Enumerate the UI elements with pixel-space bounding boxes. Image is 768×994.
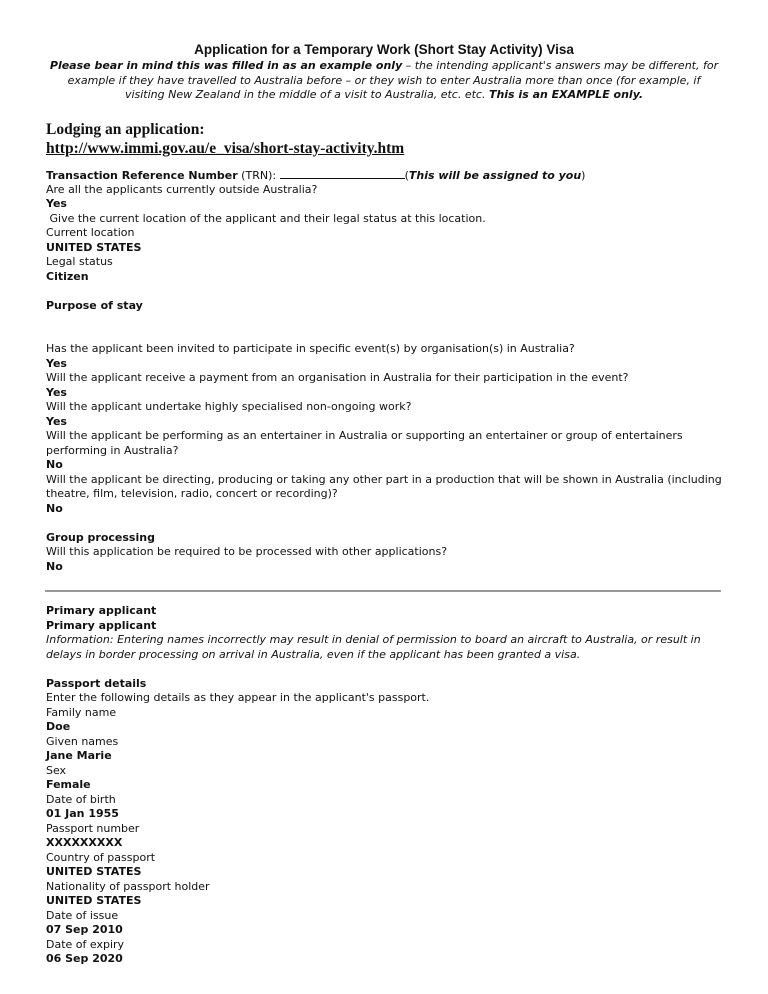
- trn-note: This will be assigned to you: [408, 169, 582, 182]
- group-heading: Group processing: [46, 530, 155, 544]
- document-title: Application for a Temporary Work (Short Stay Activity) Visa: [194, 42, 574, 57]
- trn-abbr: (TRN):: [237, 169, 280, 182]
- purpose-question-3: Will the applicant undertake highly specialised non-ongoing work?: [46, 400, 412, 413]
- dob-value: 01 Jan 1955: [46, 807, 119, 820]
- question-outside: Are all the applicants currently outside Australia?: [46, 182, 318, 196]
- given-names-value: Jane Marie: [46, 749, 112, 762]
- purpose-question-1: Has the applicant been invited to participate in specific event(s) by organisation(s) in Australia?: [46, 342, 575, 355]
- lodging-heading: Lodging an application:: [46, 121, 205, 138]
- family-name-label: Family name: [46, 705, 117, 719]
- primary-applicant-heading: Primary applicant: [46, 604, 157, 617]
- current-location-value: UNITED STATES: [46, 240, 142, 254]
- issue-date-label: Date of issue: [46, 908, 119, 922]
- purpose-answer-2: Yes: [46, 385, 67, 399]
- group-answer: No: [46, 559, 63, 573]
- intro-bold-tail: This is an EXAMPLE only.: [488, 88, 644, 101]
- nationality-value: UNITED STATES: [46, 894, 142, 907]
- purpose-answer-3: Yes: [46, 414, 67, 428]
- trn-note-close: ): [581, 169, 586, 182]
- sex-value: Female: [46, 778, 91, 791]
- family-name-value: Doe: [46, 720, 71, 733]
- given-names-label: Given names: [46, 734, 119, 748]
- answer-outside: Yes: [46, 197, 67, 210]
- form-content: [46, 168, 726, 967]
- country-value: UNITED STATES: [46, 865, 142, 878]
- lodging-section: [46, 120, 404, 158]
- passport-number-label: Passport number: [46, 821, 140, 835]
- intro-disclaimer: [48, 59, 720, 103]
- nationality-label: Nationality of passport holder: [46, 879, 210, 893]
- expiry-date-value: 06 Sep 2020: [46, 952, 123, 965]
- primary-applicant-subheading: Primary applicant: [46, 618, 157, 632]
- intro-text: – the intending applicant's answers may be different, for example if they have travelled to Australia before – or they wish to enter Australia more than once (for example, if visiting New Zealand in the middle of a visit to Australia, etc. etc.: [67, 59, 719, 101]
- trn-blank-line: [280, 168, 405, 179]
- country-label: Country of passport: [46, 850, 156, 864]
- intro-bold-lead: Please bear in mind this was filled in as an example only: [49, 59, 403, 72]
- legal-status-label: Legal status: [46, 255, 113, 268]
- section-divider: [45, 590, 721, 592]
- group-question: Will this application be required to be processed with other applications?: [46, 545, 448, 558]
- purpose-question-2: Will the applicant receive a payment from an organisation in Australia for their participation in the event?: [46, 371, 629, 384]
- purpose-heading: Purpose of stay: [46, 298, 143, 312]
- legal-status-value: Citizen: [46, 269, 89, 283]
- sex-label: Sex: [46, 763, 67, 777]
- trn-note-open: (: [404, 169, 409, 182]
- purpose-answer-5: No: [46, 501, 63, 515]
- purpose-question-4: Will the applicant be performing as an entertainer in Australia or supporting an entertainer or group of entertainers performing in Australia?: [46, 429, 683, 457]
- purpose-answer-1: Yes: [46, 356, 67, 370]
- lodging-url-link[interactable]: http://www.immi.gov.au/e_visa/short-stay-activity.htm: [46, 140, 405, 157]
- purpose-question-5: Will the applicant be directing, producing or taking any other part in a production that will be shown in Australia (including theatre, film, television, radio, concert or recording)?: [46, 472, 722, 500]
- expiry-date-label: Date of expiry: [46, 937, 125, 951]
- passport-heading: Passport details: [46, 676, 147, 690]
- passport-instruction: Enter the following details as they appear in the applicant's passport.: [46, 691, 430, 704]
- issue-date-value: 07 Sep 2010: [46, 923, 123, 936]
- dob-label: Date of birth: [46, 792, 116, 806]
- current-location-label: Current location: [46, 226, 135, 239]
- trn-row: [46, 168, 726, 183]
- question-current-location: Give the current location of the applicant and their legal status at this location.: [46, 211, 486, 225]
- trn-label: Transaction Reference Number: [46, 169, 238, 182]
- passport-number-value: XXXXXXXXX: [46, 836, 123, 849]
- primary-applicant-info: Information: Entering names incorrectly may result in denial of permission to board an aircraft to Australia, or result in delays in border processing on arrival in Australia, even if the applicant has been granted a visa.: [46, 633, 701, 661]
- purpose-answer-4: No: [46, 458, 63, 471]
